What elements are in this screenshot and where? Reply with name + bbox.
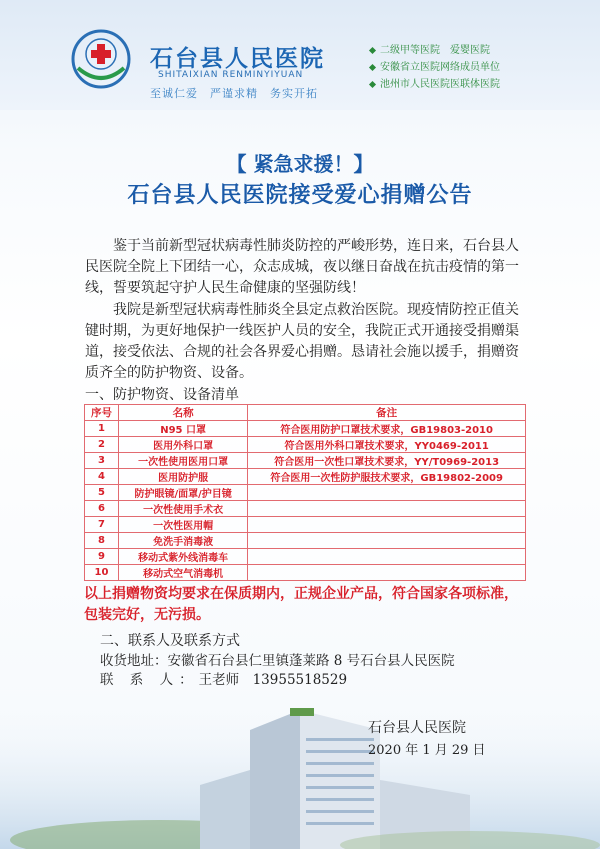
diamond-bullet-icon — [369, 80, 376, 87]
hospital-cross-logo — [70, 28, 132, 90]
table-row: 9 移动式紫外线消毒车 — [85, 549, 526, 565]
signature-date: 2020 年 1 月 29 日 — [368, 743, 486, 758]
diamond-bullet-icon — [369, 63, 376, 70]
header-banner — [0, 0, 600, 110]
table-row: 10 移动式空气消毒机 — [85, 565, 526, 581]
badge-list — [370, 42, 500, 93]
table-row: 2 医用外科口罩 符合医用外科口罩技术要求，YY0469-2011 — [85, 437, 526, 453]
col-header-remark: 备注 — [248, 405, 526, 421]
intro-paragraph: 鉴于当前新型冠状病毒性肺炎防控的严峻形势，连日来，石台县人民医院全院上下团结一心，众志成城，夜以继日奋战在抗击疫情的第一线，誓要筑起守护人民生命健康的坚强防线！ — [85, 238, 519, 296]
urgent-title: 【 紧急求援！】 — [226, 152, 374, 176]
notice-title: 石台县人民医院接受爱心捐赠公告 — [127, 183, 473, 208]
hospital-building-illustration — [0, 690, 600, 849]
requirements-note: 以上捐赠物资均要求在保质期内，正规企业产品，符合国家各项标准，包装完好，无污损。 — [84, 586, 518, 623]
table-row: 6 一次性使用手术衣 — [85, 501, 526, 517]
badge-item: 二级甲等医院 爱婴医院 — [370, 42, 500, 59]
section-heading-contact: 二、联系人及联系方式 — [100, 633, 240, 649]
table-row: 3 一次性使用医用口罩 符合医用一次性口罩技术要求，YY/T0969-2013 — [85, 453, 526, 469]
table-row: 8 免洗手消毒液 — [85, 533, 526, 549]
hospital-motto: 至诚仁爱 严谨求精 务实开拓 — [150, 87, 318, 100]
signature-hospital: 石台县人民医院 — [368, 720, 466, 736]
section-heading-supplies: 一、防护物资、设备清单 — [85, 387, 239, 403]
col-header-index: 序号 — [85, 405, 119, 421]
hospital-name: 石台县人民医院 — [150, 46, 325, 72]
table-row: 5 防护眼镜/面罩/护目镜 — [85, 485, 526, 501]
appeal-paragraph: 我院是新型冠状病毒性肺炎全县定点救治医院。现疫情防控正值关键时期，为更好地保护一线医护人员的安全，我院正式开通接受捐赠渠道，接受依法、合规的社会各界爱心捐赠。恳请社会施以援手，捐赠资质齐全的防护物资、设备。 — [85, 302, 519, 381]
supplies-table — [84, 404, 526, 581]
contact-person: 联 系 人：王老师 13955518529 — [100, 672, 348, 688]
diamond-bullet-icon — [369, 46, 376, 53]
table-row: 4 医用防护服 符合医用一次性防护服技术要求，GB19802-2009 — [85, 469, 526, 485]
col-header-name: 名称 — [118, 405, 247, 421]
badge-item: 池州市人民医院医联体医院 — [370, 76, 500, 93]
hospital-pinyin: SHITAIXIAN RENMINYIYUAN — [158, 70, 304, 80]
table-header-row — [85, 405, 526, 421]
table-row: 1 N95 口罩 符合医用防护口罩技术要求，GB19803-2010 — [85, 421, 526, 437]
badge-item: 安徽省立医院网络成员单位 — [370, 59, 500, 76]
shipping-address: 收货地址：安徽省石台县仁里镇蓬莱路 8 号石台县人民医院 — [100, 653, 455, 669]
table-row: 7 一次性医用帽 — [85, 517, 526, 533]
